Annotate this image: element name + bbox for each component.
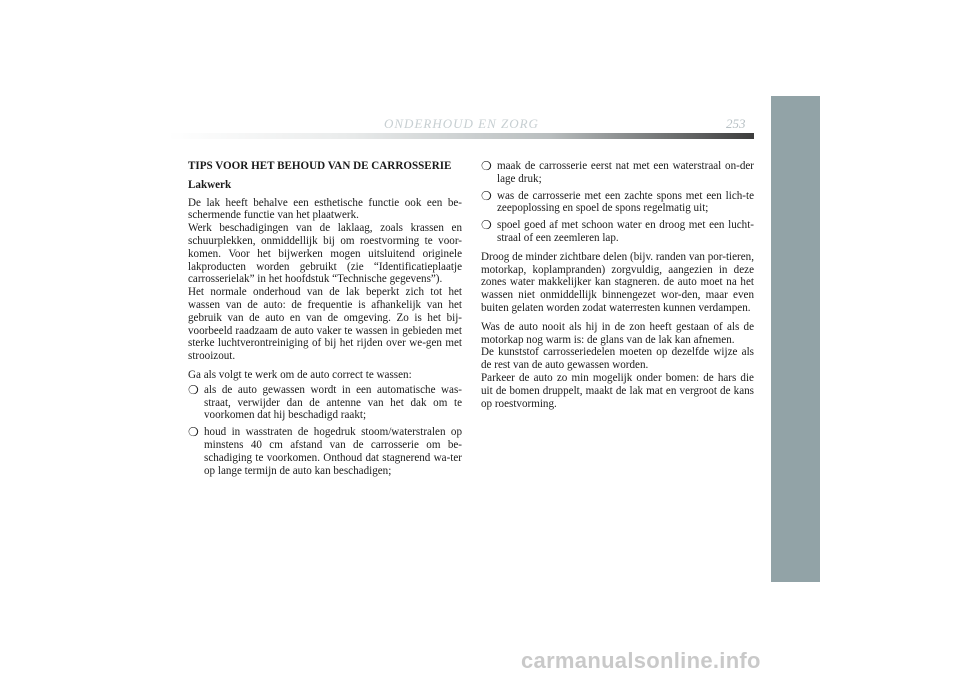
list-item-text: spoel goed af met schoon water en droog met een lucht-straal of een zeemleren lap. [497, 219, 754, 244]
right-column [481, 160, 754, 410]
running-header-title: ONDERHOUD EN ZORG [384, 116, 539, 131]
header-rule [168, 133, 754, 139]
circle-bullet-icon: ❍ [481, 218, 492, 233]
list-item-text: houd in wasstraten de hogedruk stoom/waterstralen op minstens 40 cm afstand van de carrosserie om be-schadiging te voorkomen. Onthoud dat stagnerend wa-ter op lange termijn de auto kan beschadigen; [204, 426, 462, 477]
list-item-text: als de auto gewassen wordt in een automatische was-straat, verwijder dan de antenne van het dak om te voorkomen dat hij beschadigd raakt; [204, 383, 462, 422]
list-item-text: maak de carrosserie eerst nat met een waterstraal on-der lage druk; [497, 160, 754, 185]
circle-bullet-icon: ❍ [481, 159, 492, 173]
bullet-list [188, 384, 462, 478]
paragraph: Werk beschadigingen van de laklaag, zoals krassen en schuurplekken, onmiddellijk bij om roestvorming te voor-komen. Voor het bijwerken mogen uitsluitend originele lakproducten worden gebruikt (zie “Identificatieplaatje carrosserielak” in het hoofdstuk “Technische gegevens”). [188, 222, 462, 286]
list-item [481, 160, 754, 186]
list-item [481, 190, 754, 216]
paragraph: Parkeer de auto zo min mogelijk onder bomen: de hars die uit de bomen druppelt, maakt de lak mat en vergroot de kans op roestvorming. [481, 371, 754, 410]
chapter-side-tab [771, 96, 820, 582]
list-item-text: was de carrosserie met een zachte spons met een lich-te zeepoplossing en spoel de spons regelmatig uit; [497, 189, 754, 215]
circle-bullet-icon: ❍ [481, 188, 492, 203]
list-item [481, 219, 754, 245]
paragraph: Was de auto nooit als hij in de zon heeft gestaan of als de motorkap nog warm is: de glans van de lak kan afnemen. [481, 320, 754, 346]
circle-bullet-icon: ❍ [188, 382, 199, 397]
paragraph: De kunststof carrosseriedelen moeten op dezelfde wijze als de rest van de auto gewassen worden. [481, 346, 754, 372]
left-column [188, 160, 462, 483]
circle-bullet-icon: ❍ [188, 425, 199, 440]
list-item [188, 384, 462, 422]
subsection-title: Lakwerk [188, 178, 232, 191]
paragraph: Het normale onderhoud van de lak beperkt zich tot het wassen van de auto: de frequentie is afhankelijk van het gebruik van de auto en van de omgeving. Zo is het bij-voorbeeld raadzaam de auto vaker te wassen in gebieden met sterke luchtverontreiniging of bij het rijden over we-gen met strooizout. [188, 286, 462, 363]
footer-watermark: carmanualsonline.info [521, 648, 761, 673]
paragraph: Droog de minder zichtbare delen (bijv. randen van por-tieren, motorkap, koplampranden) zorgvuldig, aangezien in deze zones water makkelijker kan stagneren. de auto moet na het wassen niet onmiddellijk binnengezet wor-den, maar even buiten gelaten worden zodat waterresten kunnen verdampen. [481, 250, 754, 314]
paragraph: De lak heeft behalve een esthetische functie ook een be-schermende functie van het plaatwerk. [188, 196, 462, 222]
paragraph: Ga als volgt te werk om de auto correct te wassen: [188, 368, 412, 381]
section-title: TIPS VOOR HET BEHOUD VAN DE CARROSSERIE [188, 160, 452, 172]
bullet-list [481, 160, 754, 245]
list-item [188, 426, 462, 477]
page-number: 253 [726, 116, 746, 131]
